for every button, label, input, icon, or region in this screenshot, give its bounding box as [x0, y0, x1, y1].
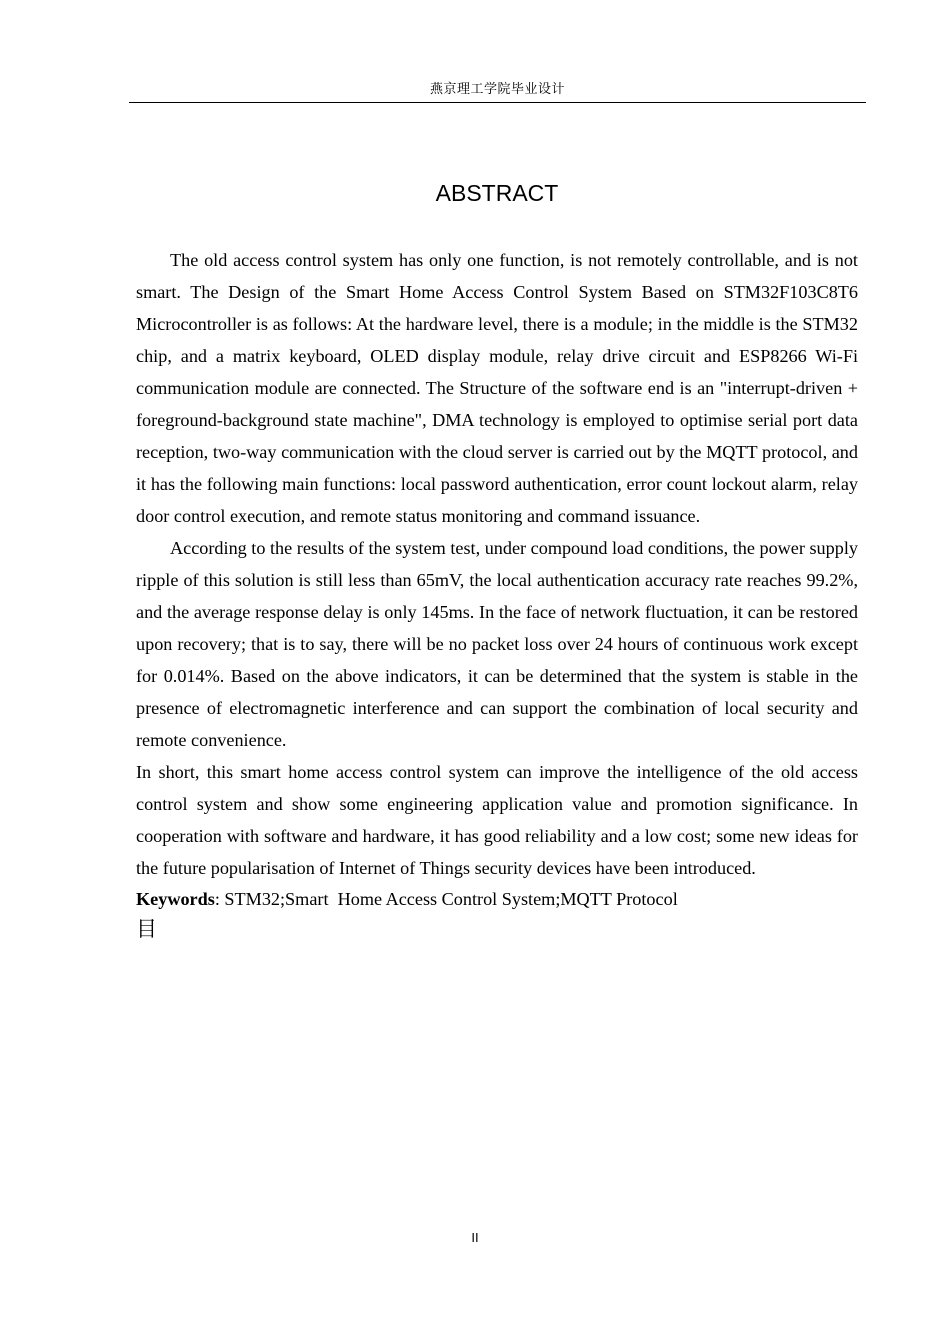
abstract-paragraph-3: In short, this smart home access control system can improve the intelligence of the old access control system and show some engineering application value and promotion significance. In cooperation with software and hardware, it has good reliability and a low cost; some new ideas for the future popularisation of Internet of Things security devices have been introduced. [136, 762, 858, 878]
next-section-heading: 目 [136, 917, 157, 941]
page-number: II [471, 1230, 479, 1245]
abstract-paragraph-2: According to the results of the system test, under compound load conditions, the power supply ripple of this solution is still less than 65mV, the local authentication accuracy rate reaches 99.2%, and the average response delay is only 145ms. In the face of network fluctuation, it can be restored upon recovery; that is to say, there will be no packet loss over 24 hours of continuous work except for 0.014%. Based on the above indicators, it can be determined that the system is stable in the presence of electromagnetic interference and can support the combination of local security and remote convenience. [136, 538, 858, 750]
keywords-line [136, 884, 858, 914]
abstract-body [136, 244, 858, 944]
page-header [129, 80, 866, 103]
keywords-label: Keywords [136, 889, 215, 909]
keywords-value: STM32;Smart Home Access Control System;MQTT Protocol [224, 889, 678, 909]
header-text: 燕京理工学院毕业设计 [429, 82, 565, 97]
keywords-separator: : [214, 889, 220, 909]
abstract-title: ABSTRACT [435, 180, 559, 206]
abstract-paragraph-1: The old access control system has only one function, is not remotely controllable, and is not smart. The Design of the Smart Home Access Control System Based on STM32F103C8T6 Microcontroller is as follows: At the hardware level, there is a module; in the middle is the STM32 chip, and a matrix keyboard, OLED display module, relay drive circuit and ESP8266 Wi-Fi communication module are connected. The Structure of the software end is an "interrupt-driven + foreground-background state machine", DMA technology is employed to optimise serial port data reception, two-way communication with the cloud server is carried out by the MQTT protocol, and it has the following main functions: local password authentication, error count lockout alarm, relay door control execution, and remote status monitoring and command issuance. [136, 250, 858, 526]
